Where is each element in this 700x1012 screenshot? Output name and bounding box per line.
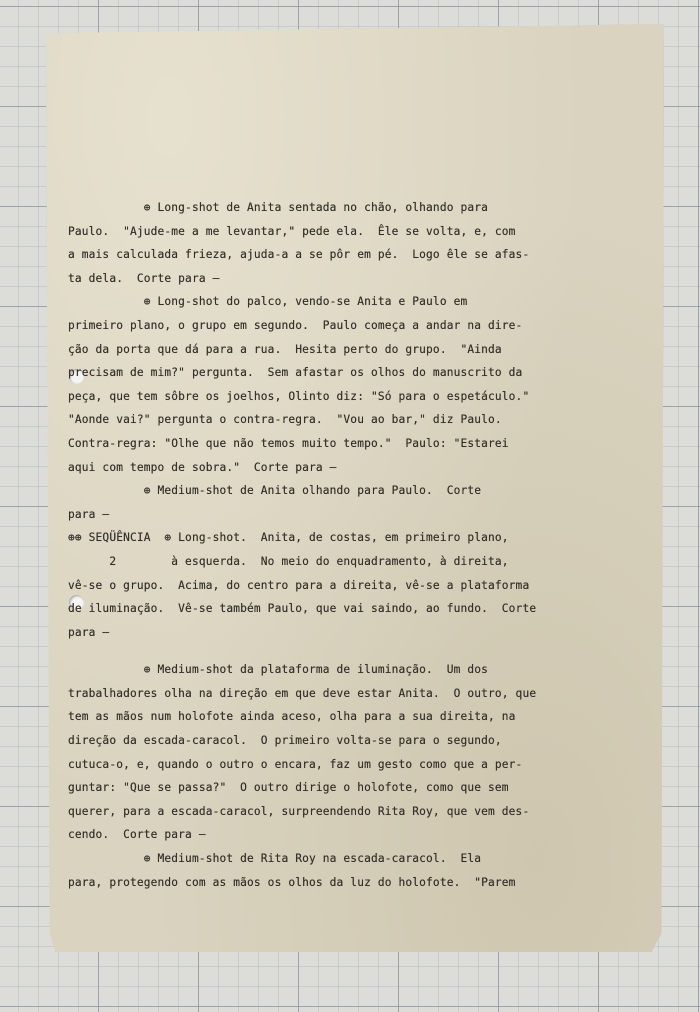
text-line: para, protegendo com as mãos os olhos da luz do holofote. "Parem <box>68 875 516 889</box>
text-line: cendo. Corte para — <box>68 828 206 842</box>
text-line: a mais calculada frieza, ajuda-a a se pôr em pé. Logo êle se afas- <box>68 248 530 262</box>
text-line: ⊕⊕ SEQÜÊNCIA ⊕ Long-shot. Anita, de costas, em primeiro plano, <box>68 531 509 545</box>
paragraph-gap <box>68 644 560 658</box>
text-line: ⊕ Long-shot do palco, vendo-se Anita e Paulo em <box>68 295 468 309</box>
text-line: querer, para a escada-caracol, surpreendendo Rita Roy, que vem des- <box>68 804 530 818</box>
text-line: guntar: "Que se passa?" O outro dirige o holofote, como que sem <box>68 781 509 795</box>
text-line: tem as mãos num holofote ainda aceso, olha para a sua direita, na <box>68 710 516 724</box>
text-line: aqui com tempo de sobra." Corte para — <box>68 460 337 474</box>
text-line: primeiro plano, o grupo em segundo. Paulo começa a andar na dire- <box>68 318 523 332</box>
text-line: peça, que tem sôbre os joelhos, Olinto diz: "Só para o espetáculo." <box>68 389 530 403</box>
text-line: ⊕ Medium-shot de Rita Roy na escada-caracol. Ela <box>68 852 482 866</box>
text-line: 2 à esquerda. No meio do enquadramento, à direita, <box>68 554 509 568</box>
text-line: ⊕ Long-shot de Anita sentada no chão, olhando para <box>68 201 489 214</box>
text-line: ta dela. Corte para — <box>68 271 220 285</box>
text-line: ção da porta que dá para a rua. Hesita perto do grupo. "Ainda <box>68 342 502 356</box>
text-line: ⊕ Medium-shot da plataforma de iluminação. Um dos <box>68 663 489 677</box>
text-line: precisam de mim?" pergunta. Sem afastar os olhos do manuscrito da <box>68 366 523 380</box>
text-line: "Aonde vai?" pergunta o contra-regra. "Vou ao bar," diz Paulo. <box>68 413 502 427</box>
text-line: trabalhadores olha na direção em que deve estar Anita. O outro, que <box>68 686 537 700</box>
text-line: Contra-regra: "Olhe que não temos muito tempo." Paulo: "Estarei <box>68 436 509 450</box>
text-line: vê-se o grupo. Acima, do centro para a direita, vê-se a plataforma <box>68 578 530 592</box>
text-line: Paulo. "Ajude-me a me levantar," pede ela. Êle se volta, e, com <box>68 224 516 238</box>
typewritten-text <box>68 196 560 894</box>
text-line: cutuca-o, e, quando o outro o encara, faz um gesto como que a per- <box>68 757 523 771</box>
text-line: direção da escada-caracol. O primeiro volta-se para o segundo, <box>68 734 502 748</box>
text-line: para — <box>68 625 110 639</box>
text-line: de iluminação. Vê-se também Paulo, que vai saindo, ao fundo. Corte <box>68 602 537 616</box>
text-line: ⊕ Medium-shot de Anita olhando para Paulo. Corte <box>68 484 482 498</box>
text-line: para — <box>68 507 110 521</box>
